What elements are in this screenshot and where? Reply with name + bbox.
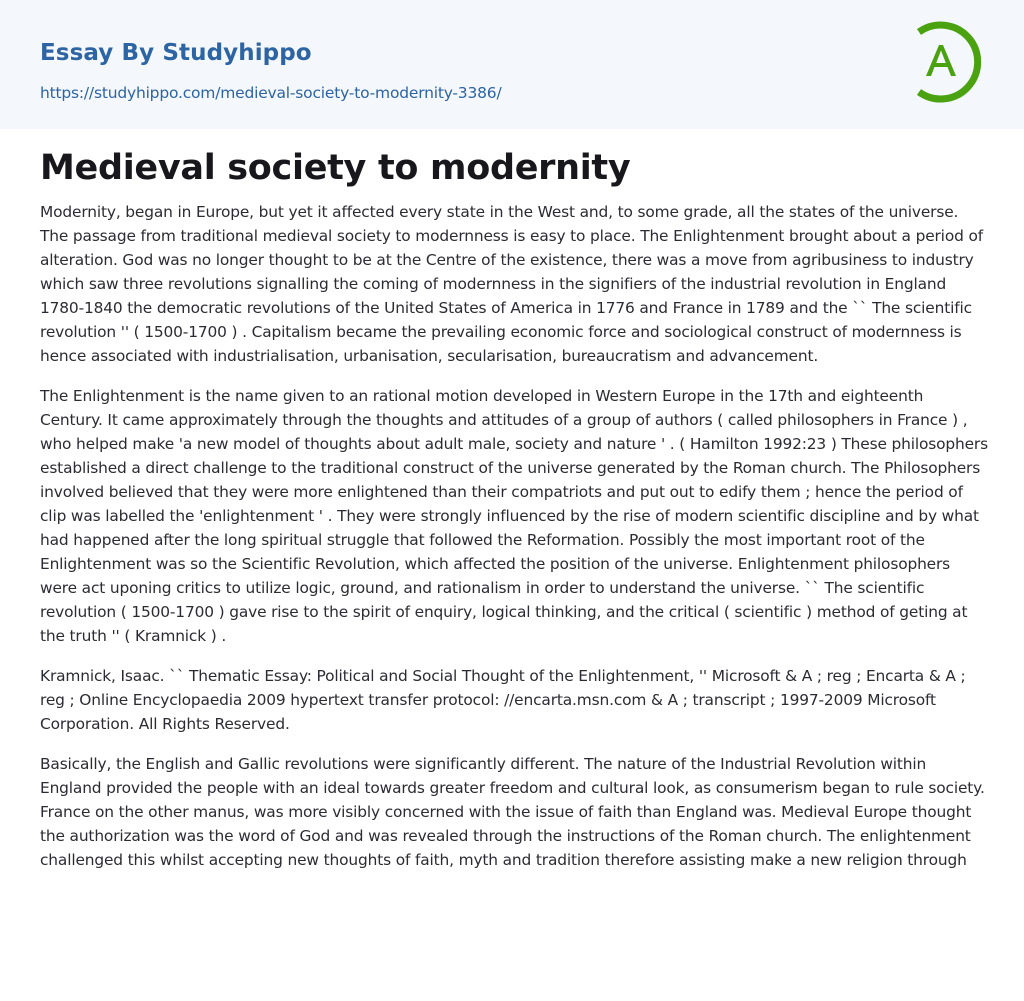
essay-paragraph: Basically, the English and Gallic revolutions were significantly different. The nature of the Industrial Revolution within England provided the people with an ideal towards greater freedom and cultural look, as consumerism began to rule society. France on the other manus, was more visibly concerned with the issue of faith than England was. Medieval Europe thought the authorization was the word of God and was revealed through the instructions of the Roman church. The enlightenment challenged this whilst accepting new thoughts of faith, myth and tradition therefore assisting make a new religion through [40,755,985,869]
page-title: Medieval society to modernity [40,148,631,188]
essay-citation: Kramnick, Isaac. `` Thematic Essay: Political and Social Thought of the Enlightenment, '' Microsoft & A ; reg ; Encarta & A ; reg ; Online Encyclopaedia 2009 hypertext transfer protocol: //encarta.msn.com & A ; transcript ; 1997-2009 Microsoft Corporation. All Rights Reserved. [40,667,966,733]
essay-body [40,200,988,888]
brand-title: Essay By Studyhippo [40,40,312,66]
essay-paragraph: The Enlightenment is the name given to an rational motion developed in Western Europe in the 17th and eighteenth Century. It came approximately through the thoughts and attitudes of a group of authors ( called philosophers in France ) , who helped make 'a new model of thoughts about adult male, society and nature ' . ( Hamilton 1992:23 ) These philosophers established a direct challenge to the traditional construct of the universe generated by the Roman church. The Philosophers involved believed that they were more enlightened than their compatriots and put out to edify them ; hence the period of clip was labelled the 'enlightenment ' . They were strongly influenced by the rise of modern scientific discipline and by what had happened after the long spiritual struggle that followed the Reformation. Possibly the most important root of the Enlightenment was so the Scientific Revolution, which affected the position of the universe. Enlightenment philosophers were act uponing critics to utilize logic, ground, and rationalism in order to understand the universe. `` The scientific revolution ( 1500-1700 ) gave rise to the spirit of enquiry, logical thinking, and the critical ( scientific ) method of geting at the truth '' ( Kramnick ) . [40,387,988,645]
source-url-link[interactable]: https://studyhippo.com/medieval-society-to-modernity-3386/ [40,84,502,102]
essay-paragraph: Modernity, began in Europe, but yet it affected every state in the West and, to some grade, all the states of the universe. The passage from traditional medieval society to modernness is easy to place. The Enlightenment brought about a period of alteration. God was no longer thought to be at the Centre of the existence, there was a move from agribusiness to industry which saw three revolutions signalling the coming of modernness in the signifiers of the industrial revolution in England 1780-1840 the democratic revolutions of the United States of America in 1776 and France in 1789 and the `` The scientific revolution '' ( 1500-1700 ) . Capitalism became the prevailing economic force and sociological construct of modernness is hence associated with industrialisation, urbanisation, secularisation, bureaucratism and advancement. [40,203,983,365]
studyhippo-logo-icon[interactable] [912,18,988,106]
